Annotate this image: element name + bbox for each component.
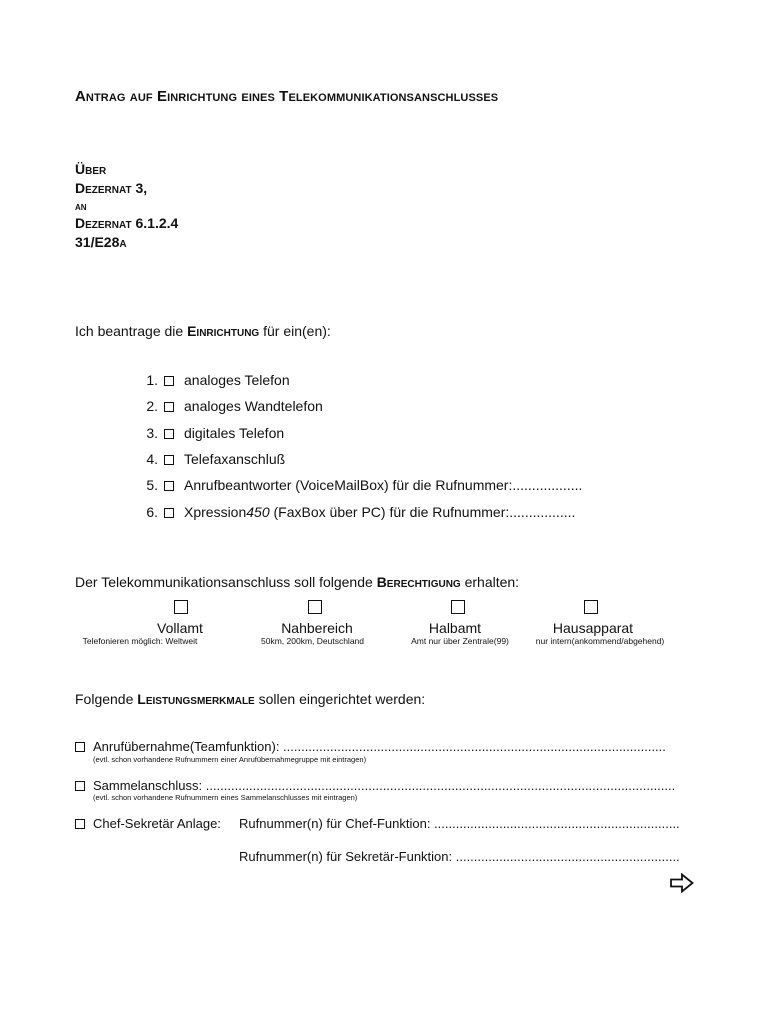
feature-pickup[interactable] [75,739,666,754]
option-label: Telefaxanschluß [184,451,286,467]
option-number: 2. [146,398,158,414]
vollamt-label: Vollamt [157,620,203,636]
option-4[interactable] [138,451,285,467]
intro-suffix: für ein(en): [259,323,331,339]
option-number: 3. [146,425,158,441]
option-2[interactable] [138,398,323,414]
halbamt-checkbox[interactable] [451,600,465,614]
address-line-5: 31/E28a [75,234,127,250]
option-checkbox[interactable] [164,508,174,518]
option-number: 5. [146,477,158,493]
option-1[interactable] [138,372,290,388]
option-number: 1. [146,372,158,388]
pickup-label: Anrufübernahme(Teamfunktion): .......................................................................................................... [93,739,666,754]
intro-text [75,323,331,339]
option-3[interactable] [138,425,284,441]
option-number: 6. [146,504,158,520]
option-5[interactable] [138,477,582,493]
form-title: Antrag auf Einrichtung eines Telekommunikationsanschlusses [75,88,499,105]
option-label: analoges Telefon [184,372,290,388]
option-6[interactable] [138,504,575,520]
authorization-prefix: Der Telekommunikationsanschluss soll folgende [75,574,377,590]
hunt-note: (evtl. schon vorhandene Rufnummern eines Sammelanschlusses mit eintragen) [93,793,358,802]
feature-boss[interactable] [75,816,221,831]
intro-prefix: Ich beantrage die [75,323,188,339]
intro-keyword: Einrichtung [187,323,260,339]
option-checkbox[interactable] [164,481,174,491]
option-checkbox[interactable] [164,455,174,465]
option-checkbox[interactable] [164,429,174,439]
option-label: digitales Telefon [184,425,285,441]
pickup-note: (evtl. schon vorhandene Rufnummern einer Anrufübernahmegruppe mit eintragen) [93,755,367,764]
address-line-1: Über [75,161,107,177]
nahbereich-label: Nahbereich [281,620,353,636]
option-label: Xpression [184,504,247,520]
address-line-4: Dezernat 6.1.2.4 [75,215,179,231]
features-keyword: Leistungsmerkmale [137,691,255,707]
option-number: 4. [146,451,158,467]
option-label-model: 450 [246,504,270,520]
authorization-suffix: erhalten: [460,574,520,590]
hunt-checkbox[interactable] [75,781,85,791]
vollamt-sub: Telefonieren möglich: Weltweit [82,636,198,646]
option-checkbox[interactable] [164,402,174,412]
option-checkbox[interactable] [164,376,174,386]
hausapparat-sub: nur intern(ankommend/abgehend) [535,636,665,646]
secretary-number-field[interactable]: Rufnummer(n) für Sekretär-Funktion: .............................................................. [239,849,680,864]
boss-label: Chef-Sekretär Anlage: [93,816,221,831]
features-prefix: Folgende [75,691,138,707]
authorization-keyword: Berechtigung [376,574,461,590]
address-line-2: Dezernat 3, [75,180,148,196]
pickup-checkbox[interactable] [75,742,85,752]
nahbereich-sub: 50km, 200km, Deutschland [261,636,364,646]
option-label-rest: (FaxBox über PC) für die Rufnummer:................. [269,504,576,520]
halbamt-label: Halbamt [428,620,482,636]
authorization-text [75,574,519,590]
hausapparat-checkbox[interactable] [584,600,598,614]
hausapparat-label: Hausapparat [552,620,634,636]
halbamt-sub: Amt nur über Zentrale(99) [411,636,509,646]
address-line-3: an [75,199,87,213]
option-label: analoges Wandtelefon [184,398,323,414]
option-label: Anrufbeantworter (VoiceMailBox) für die Rufnummer:.................. [184,477,583,493]
nahbereich-checkbox[interactable] [308,600,322,614]
features-text [75,691,425,707]
vollamt-checkbox[interactable] [174,600,188,614]
features-suffix: sollen eingerichtet werden: [254,691,426,707]
arrow-right-icon [670,873,694,893]
chef-number-field[interactable]: Rufnummer(n) für Chef-Funktion: .................................................................... [239,816,680,831]
feature-hunt[interactable] [75,778,675,793]
boss-checkbox[interactable] [75,819,85,829]
hunt-label: Sammelanschluss: .................................................................................................................................. [93,778,676,793]
